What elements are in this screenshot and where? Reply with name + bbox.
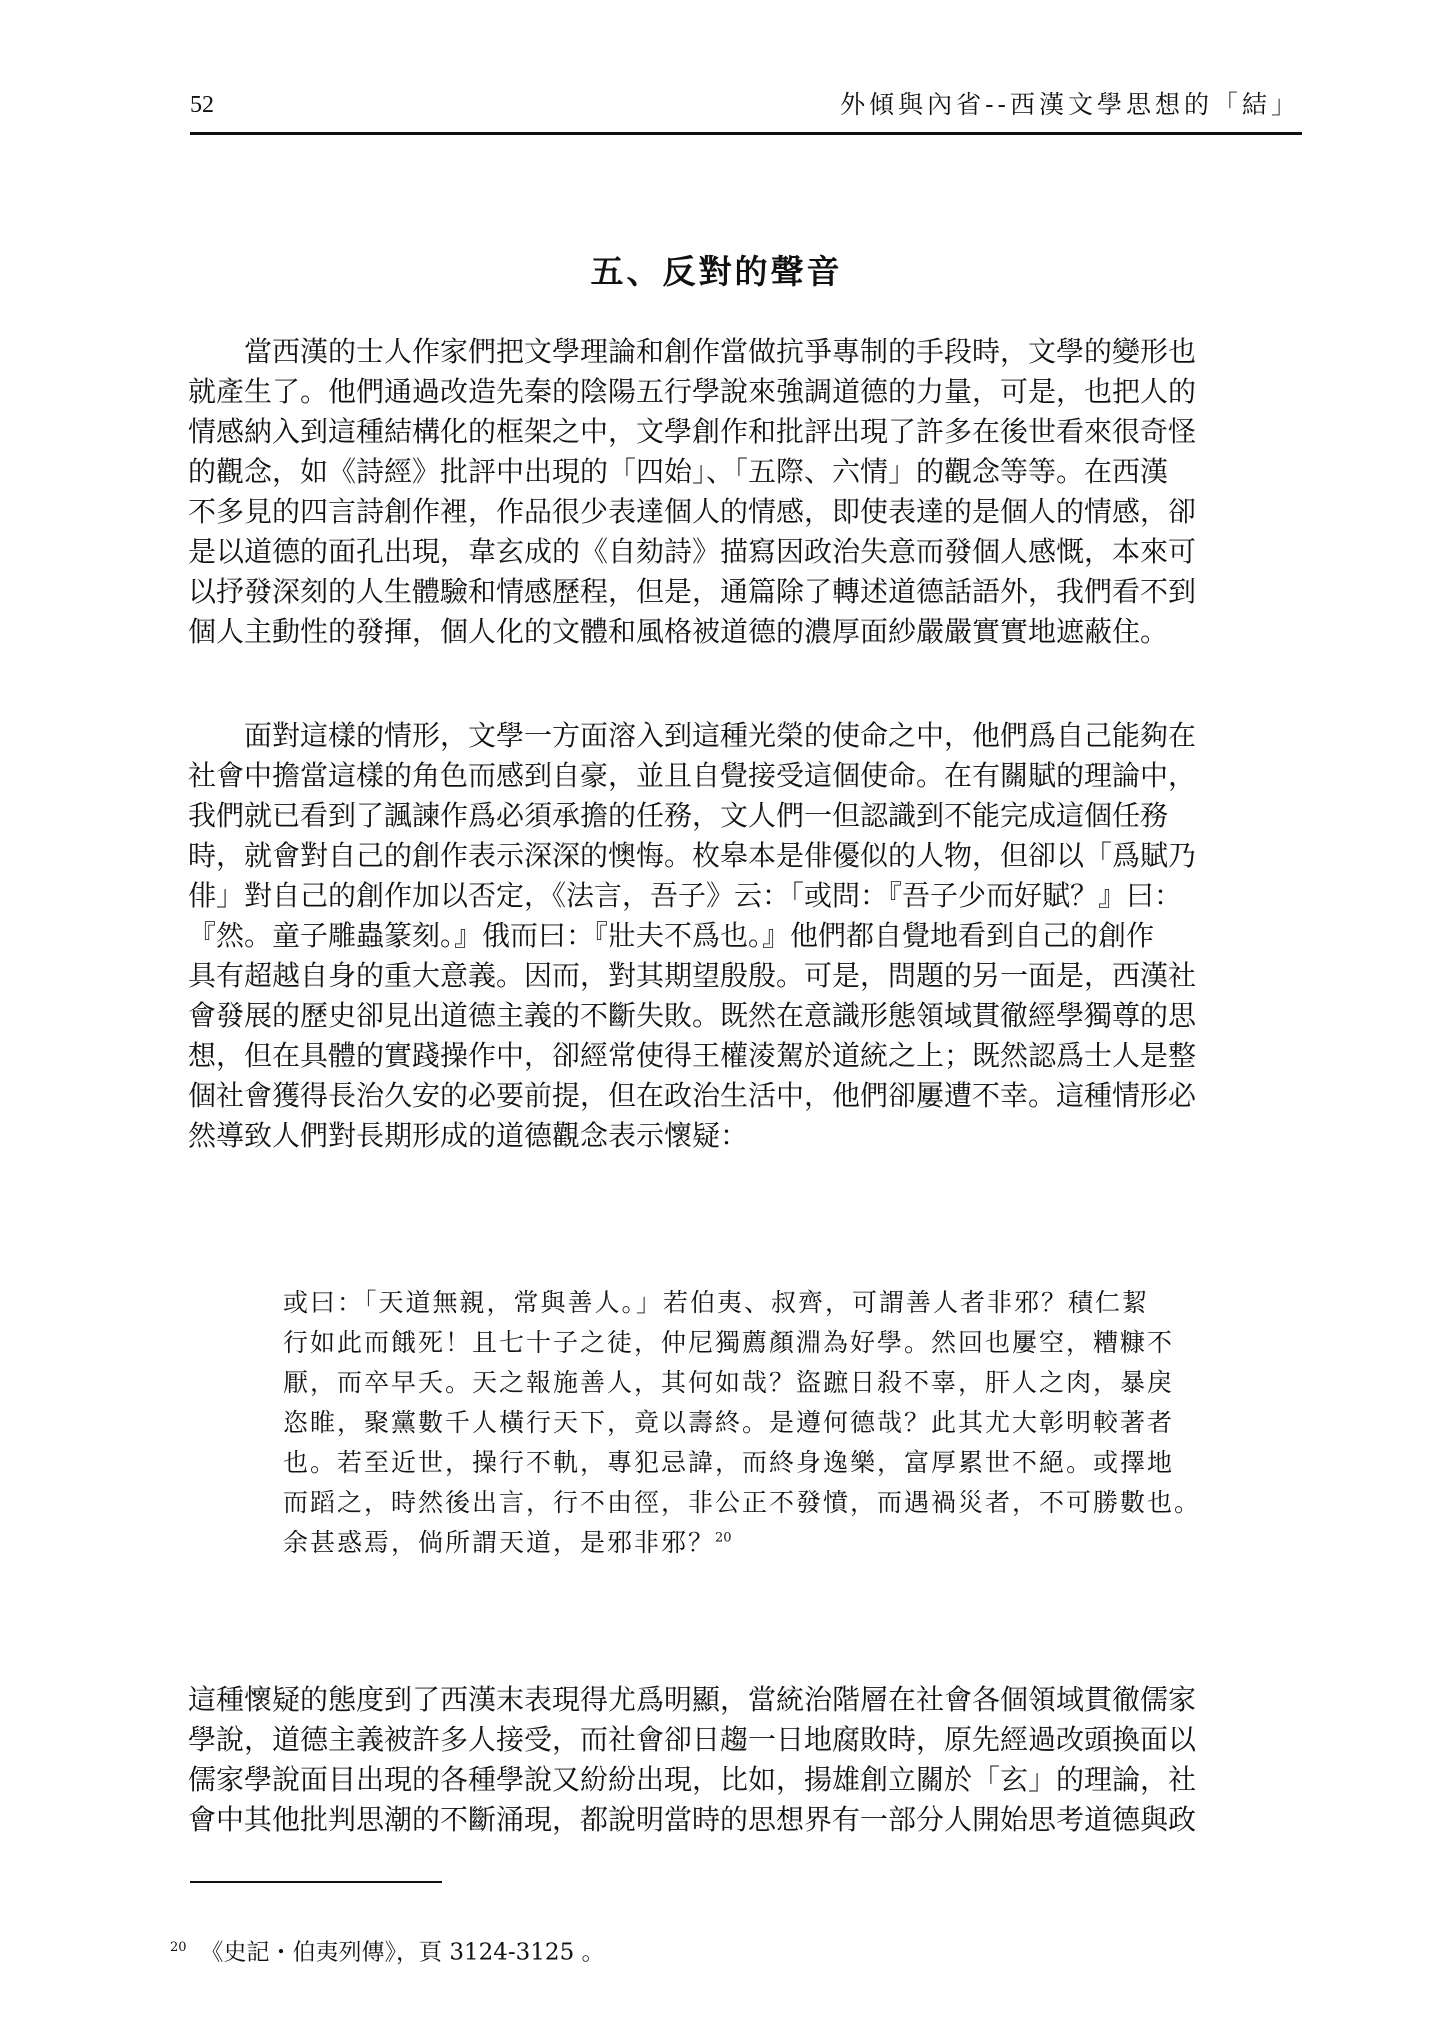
paragraph-line: 學說，道德主義被許多人接受，而社會卻日趨一日地腐敗時，原先經過改頭換面以 xyxy=(188,1723,1197,1756)
footnote-separator xyxy=(190,1881,442,1883)
quote-line: 行如此而餓死！且七十子之徒，仲尼獨薦顏淵為好學。然回也屢空，糟糠不 xyxy=(283,1328,1175,1357)
paragraph-3 xyxy=(188,1680,1310,1840)
paragraph-line: 個人主動性的發揮，個人化的文體和風格被道德的濃厚面紗嚴嚴實實地遮蔽住。 xyxy=(188,615,1169,648)
running-title: 外傾與內省--西漢文學思想的「結」 xyxy=(840,90,1300,119)
paragraph-1 xyxy=(188,332,1310,652)
paragraph-line: 儒家學說面目出現的各種學說又紛紛出現，比如，揚雄創立關於「玄」的理論，社 xyxy=(188,1763,1197,1796)
paragraph-line: 然導致人們對長期形成的道德觀念表示懷疑： xyxy=(188,1119,749,1152)
paragraph-line: 是以道德的面孔出現，韋玄成的《自劾詩》描寫因政治失意而發個人感慨，本來可 xyxy=(188,535,1197,568)
paragraph-line: 『然。童子雕蟲篆刻。』俄而曰：『壯夫不爲也。』他們都自覺地看到自己的創作 xyxy=(188,919,1155,952)
quote-line: 或曰：「天道無親，常與善人。」若伯夷、叔齊，可謂善人者非邪？積仁絜 xyxy=(283,1288,1150,1317)
quote-last-line-text: 余甚惑焉，倘所謂天道，是邪非邪？ xyxy=(283,1528,716,1557)
page-header xyxy=(190,90,1300,130)
paragraph-line: 面對這樣的情形，文學一方面溶入到這種光榮的使命之中，他們爲自己能夠在 xyxy=(188,719,1197,752)
paragraph-line: 社會中擔當這樣的角色而感到自豪，並且自覺接受這個使命。在有關賦的理論中， xyxy=(188,759,1197,792)
paragraph-line: 這種懷疑的態度到了西漢末表現得尤爲明顯，當統治階層在社會各個領域貫徹儒家 xyxy=(188,1683,1197,1716)
paragraph-line: 時，就會對自己的創作表示深深的懊悔。枚皋本是俳優似的人物，但卻以「爲賦乃 xyxy=(188,839,1197,872)
quote-line: 厭，而卒早夭。天之報施善人，其何如哉？盜蹠日殺不辜，肝人之肉，暴戾 xyxy=(283,1368,1175,1397)
paragraph-line: 當西漢的士人作家們把文學理論和創作當做抗爭專制的手段時，文學的變形也 xyxy=(188,335,1197,368)
footnote-reference[interactable]: 20 xyxy=(715,1530,732,1546)
section-title: 五、反對的聲音 xyxy=(590,252,843,291)
paragraph-line: 的觀念，如《詩經》批評中出現的「四始」、「五際、六情」的觀念等等。在西漢 xyxy=(188,455,1169,488)
paragraph-line: 俳」對自己的創作加以否定，《法言，吾子》云：「或問：『吾子少而好賦？』曰： xyxy=(188,879,1183,912)
footnote-text: 《史記・伯夷列傳》，頁 3124-3125 。 xyxy=(200,1939,605,1966)
block-quote xyxy=(283,1283,1313,1563)
quote-line: 恣睢，聚黨數千人橫行天下，竟以壽終。是遵何德哉？此其尤大彰明較著者 xyxy=(283,1408,1175,1437)
paragraph-line: 我們就已看到了諷諫作爲必須承擔的任務，文人們一但認識到不能完成這個任務 xyxy=(188,799,1169,832)
paragraph-line: 具有超越自身的重大意義。因而，對其期望殷殷。可是，問題的另一面是，西漢社 xyxy=(188,959,1197,992)
paragraph-line: 情感納入到這種結構化的框架之中，文學創作和批評出現了許多在後世看來很奇怪 xyxy=(188,415,1197,448)
quote-line: 也。若至近世，操行不軌，專犯忌諱，而終身逸樂，富厚累世不絕。或擇地 xyxy=(283,1448,1175,1477)
paragraph-2 xyxy=(188,716,1310,1156)
paragraph-line: 以抒發深刻的人生體驗和情感歷程，但是，通篇除了轉述道德話語外，我們看不到 xyxy=(188,575,1197,608)
paragraph-line: 個社會獲得長治久安的必要前提，但在政治生活中，他們卻屢遭不幸。這種情形必 xyxy=(188,1079,1197,1112)
paragraph-line: 就產生了。他們通過改造先秦的陰陽五行學說來強調道德的力量，可是，也把人的 xyxy=(188,375,1197,408)
paragraph-line: 想，但在具體的實踐操作中，卻經常使得王權淩駕於道統之上；既然認爲士人是整 xyxy=(188,1039,1197,1072)
page-number: 52 xyxy=(190,92,214,118)
paragraph-line: 會中其他批判思潮的不斷涌現，都說明當時的思想界有一部分人開始思考道德與政 xyxy=(188,1803,1197,1836)
quote-line: 而蹈之，時然後出言，行不由徑，非公正不發憤，而遇禍災者，不可勝數也。 xyxy=(283,1488,1202,1517)
paragraph-line: 不多見的四言詩創作裡，作品很少表達個人的情感，即使表達的是個人的情感，卻 xyxy=(188,495,1197,528)
footnote-number: 20 xyxy=(170,1940,187,1955)
footnote xyxy=(170,1933,605,1968)
header-rule xyxy=(190,132,1302,135)
quote-line xyxy=(283,1523,1313,1563)
paragraph-line: 會發展的歷史卻見出道德主義的不斷失敗。既然在意識形態領域貫徹經學獨尊的思 xyxy=(188,999,1197,1032)
